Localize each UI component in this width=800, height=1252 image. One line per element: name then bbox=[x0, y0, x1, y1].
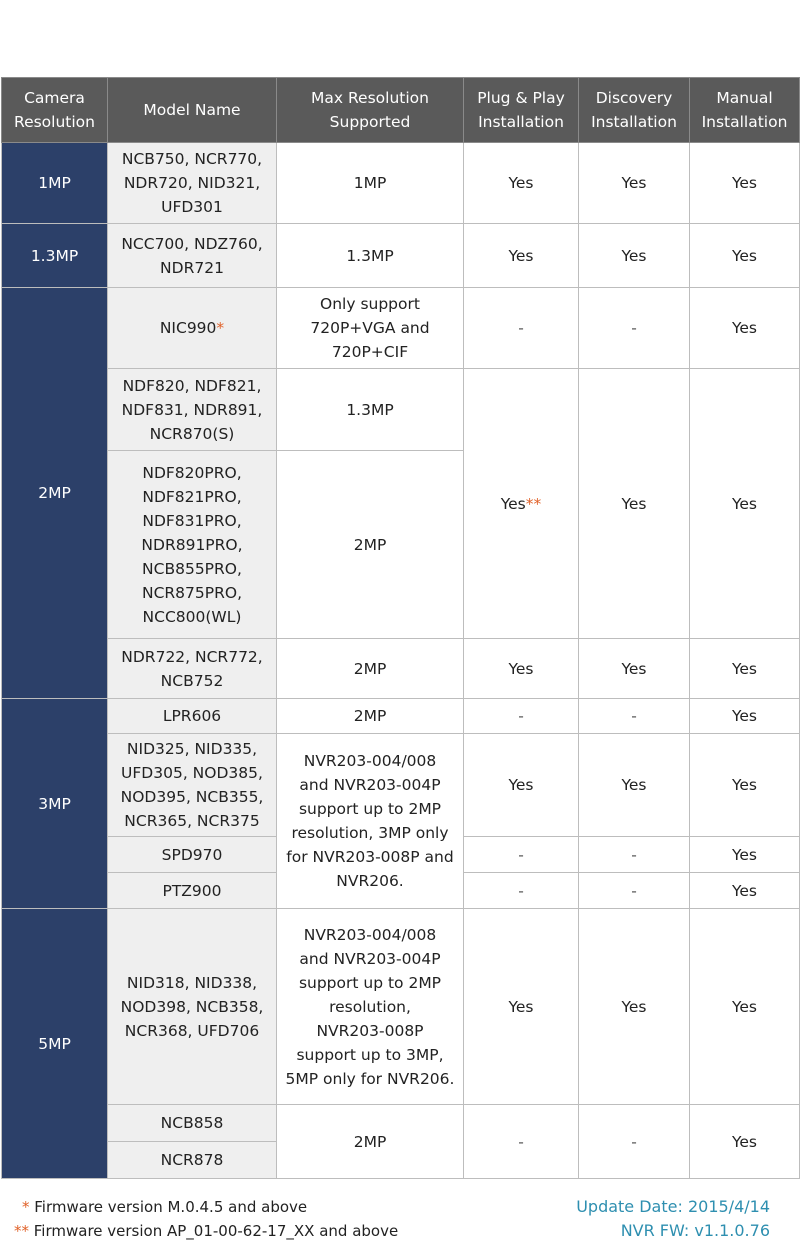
model-cell: NDF820, NDF821, NDF831, NDR891, NCR870(S) bbox=[108, 369, 277, 451]
manual-cell: Yes bbox=[690, 224, 800, 288]
model-cell: NCB858 bbox=[108, 1105, 277, 1142]
model-cell: NCR878 bbox=[108, 1142, 277, 1179]
manual-cell: Yes bbox=[690, 639, 800, 699]
discovery-cell: Yes bbox=[579, 369, 690, 639]
discovery-cell: - bbox=[579, 1105, 690, 1179]
plug-play-cell: - bbox=[464, 1105, 579, 1179]
model-cell: NCC700, NDZ760, NDR721 bbox=[108, 224, 277, 288]
discovery-cell: - bbox=[579, 699, 690, 734]
max-resolution-cell: NVR203-004/008 and NVR203-004P support up to 2MP resolution, NVR203-008P support up to 3MP, 5MP only for NVR206. bbox=[277, 909, 464, 1105]
plug-play-cell: - bbox=[464, 699, 579, 734]
discovery-cell: Yes bbox=[579, 224, 690, 288]
footnote-mark: ** bbox=[14, 1222, 29, 1240]
plug-play-cell: - bbox=[464, 288, 579, 369]
update-date: Update Date: 2015/4/14 bbox=[576, 1197, 770, 1216]
manual-cell: Yes bbox=[690, 734, 800, 837]
group-1-3mp: 1.3MP bbox=[2, 224, 108, 288]
header-row bbox=[2, 78, 800, 143]
max-resolution-cell: 2MP bbox=[277, 1105, 464, 1179]
plug-play-cell: Yes bbox=[464, 734, 579, 837]
model-cell: NID318, NID338, NOD398, NCB358, NCR368, UFD706 bbox=[108, 909, 277, 1105]
table-row bbox=[2, 288, 800, 369]
discovery-cell: - bbox=[579, 288, 690, 369]
model-cell: SPD970 bbox=[108, 837, 277, 873]
max-resolution-cell: 2MP bbox=[277, 639, 464, 699]
max-resolution-cell: 1MP bbox=[277, 143, 464, 224]
table-row bbox=[2, 909, 800, 1105]
manual-cell: Yes bbox=[690, 699, 800, 734]
group-1mp: 1MP bbox=[2, 143, 108, 224]
compatibility-table bbox=[1, 77, 800, 1179]
model-cell: NDF820PRO, NDF821PRO, NDF831PRO, NDR891PRO, NCB855PRO, NCR875PRO, NCC800(WL) bbox=[108, 451, 277, 639]
discovery-cell: - bbox=[579, 837, 690, 873]
footnote-mark: * bbox=[22, 1198, 30, 1216]
manual-cell: Yes bbox=[690, 288, 800, 369]
model-cell: LPR606 bbox=[108, 699, 277, 734]
group-2mp: 2MP bbox=[2, 288, 108, 699]
table-row bbox=[2, 1105, 800, 1142]
manual-cell: Yes bbox=[690, 837, 800, 873]
manual-cell: Yes bbox=[690, 1105, 800, 1179]
header-model-name: Model Name bbox=[108, 78, 277, 143]
discovery-cell: Yes bbox=[579, 734, 690, 837]
footnote-text: Firmware version M.0.4.5 and above bbox=[29, 1198, 308, 1216]
discovery-cell: - bbox=[579, 873, 690, 909]
header-manual: Manual Installation bbox=[690, 78, 800, 143]
header-camera-resolution: Camera Resolution bbox=[2, 78, 108, 143]
plug-play-cell: Yes bbox=[464, 909, 579, 1105]
manual-cell: Yes bbox=[690, 369, 800, 639]
plug-play-cell: - bbox=[464, 837, 579, 873]
model-cell: PTZ900 bbox=[108, 873, 277, 909]
model-cell: NCB750, NCR770, NDR720, NID321, UFD301 bbox=[108, 143, 277, 224]
manual-cell: Yes bbox=[690, 873, 800, 909]
max-resolution-cell: 2MP bbox=[277, 451, 464, 639]
nvr-firmware: NVR FW: v1.1.0.76 bbox=[620, 1221, 770, 1240]
manual-cell: Yes bbox=[690, 909, 800, 1105]
table-row bbox=[2, 224, 800, 288]
discovery-cell: Yes bbox=[579, 143, 690, 224]
table-row bbox=[2, 734, 800, 837]
model-cell: NID325, NID335, UFD305, NOD385, NOD395, NCB355, NCR365, NCR375 bbox=[108, 734, 277, 837]
plug-play-cell: Yes bbox=[464, 224, 579, 288]
double-asterisk-mark: ** bbox=[525, 494, 542, 513]
model-cell: NIC990* bbox=[108, 288, 277, 369]
header-plug-play: Plug & Play Installation bbox=[464, 78, 579, 143]
max-resolution-cell: 2MP bbox=[277, 699, 464, 734]
manual-cell: Yes bbox=[690, 143, 800, 224]
table-row bbox=[2, 639, 800, 699]
plug-play-cell: Yes bbox=[464, 639, 579, 699]
discovery-cell: Yes bbox=[579, 639, 690, 699]
footnote-single-asterisk bbox=[14, 1195, 398, 1219]
plug-play-cell: Yes** bbox=[464, 369, 579, 639]
plug-play-cell: - bbox=[464, 873, 579, 909]
group-5mp: 5MP bbox=[2, 909, 108, 1179]
table-row bbox=[2, 369, 800, 451]
max-resolution-cell: NVR203-004/008 and NVR203-004P support up to 2MP resolution, 3MP only for NVR203-008P and NVR206. bbox=[277, 734, 464, 909]
footnotes bbox=[14, 1195, 398, 1243]
group-3mp: 3MP bbox=[2, 699, 108, 909]
max-resolution-cell: 1.3MP bbox=[277, 369, 464, 451]
max-resolution-cell: Only support 720P+VGA and 720P+CIF bbox=[277, 288, 464, 369]
model-cell: NDR722, NCR772, NCB752 bbox=[108, 639, 277, 699]
plug-play-cell: Yes bbox=[464, 143, 579, 224]
footnote-text: Firmware version AP_01-00-62-17_XX and above bbox=[29, 1222, 399, 1240]
header-discovery: Discovery Installation bbox=[579, 78, 690, 143]
table-row bbox=[2, 143, 800, 224]
footnote-double-asterisk bbox=[14, 1219, 398, 1243]
header-max-resolution: Max Resolution Supported bbox=[277, 78, 464, 143]
single-asterisk-mark: * bbox=[216, 319, 225, 337]
max-resolution-cell: 1.3MP bbox=[277, 224, 464, 288]
table-row bbox=[2, 699, 800, 734]
discovery-cell: Yes bbox=[579, 909, 690, 1105]
version-info bbox=[576, 1195, 770, 1243]
